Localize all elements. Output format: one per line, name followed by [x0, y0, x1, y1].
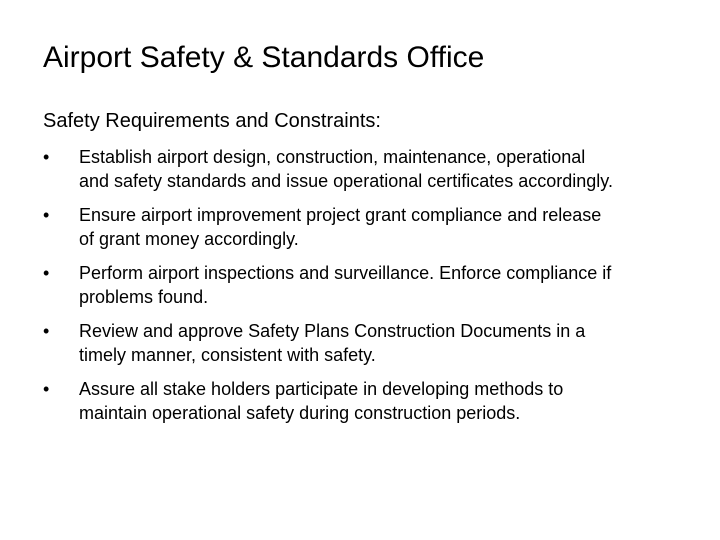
bullet-icon: • [43, 263, 50, 283]
slide-title: Airport Safety & Standards Office [43, 41, 485, 74]
bullet-line: maintain operational safety during construction periods. [79, 403, 521, 423]
bullet-line: Assure all stake holders participate in developing methods to [79, 379, 564, 399]
bullet-text [79, 261, 694, 309]
bullet-text [79, 319, 694, 367]
bullet-line: timely manner, consistent with safety. [79, 345, 376, 365]
bullet-line: Review and approve Safety Plans Construction Documents in a [79, 321, 586, 341]
bullet-icon: • [43, 205, 50, 225]
bullet-line: and safety standards and issue operational certificates accordingly. [79, 171, 613, 191]
bullet-text [79, 377, 694, 425]
bullet-icon: • [43, 321, 50, 341]
bullet-item [0, 261, 720, 319]
bullet-item [0, 145, 720, 203]
bullet-icon: • [43, 379, 50, 399]
bullet-item [0, 319, 720, 377]
section-heading: Safety Requirements and Constraints: [43, 110, 381, 132]
bullet-line: of grant money accordingly. [79, 229, 299, 249]
bullet-icon: • [43, 147, 50, 167]
bullet-line: problems found. [79, 287, 209, 307]
bullet-item [0, 377, 720, 435]
bullet-line: Perform airport inspections and surveillance. Enforce compliance if [79, 263, 612, 283]
bullet-list [0, 145, 720, 435]
bullet-text [79, 145, 694, 193]
bullet-line: Establish airport design, construction, maintenance, operational [79, 147, 586, 167]
bullet-item [0, 203, 720, 261]
bullet-text [79, 203, 694, 251]
bullet-line: Ensure airport improvement project grant compliance and release [79, 205, 602, 225]
